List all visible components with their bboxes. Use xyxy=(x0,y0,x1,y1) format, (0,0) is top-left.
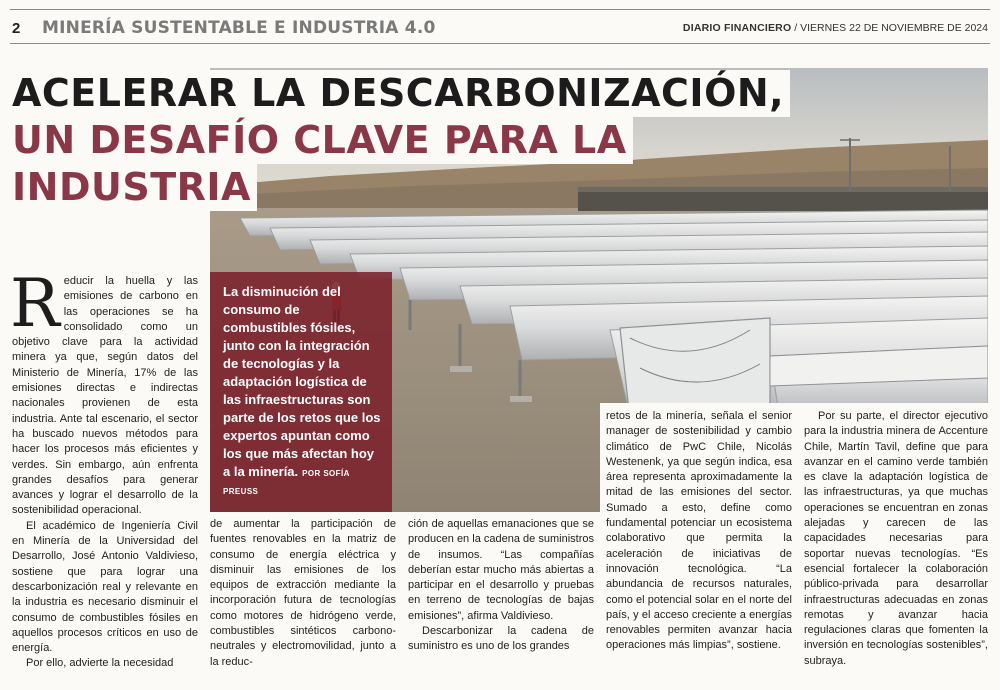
article-column-1 xyxy=(10,265,198,672)
page-number: 2 xyxy=(12,20,21,37)
header-bottom-rule xyxy=(10,43,990,44)
paragraph: de aumentar la participación de fuentes renovables en la matriz de consumo de energía eléctrica y disminuir las emisiones de los equipos de extracción mediante la incorporación futura de tecnologías como motores de hidrógeno verde, combustibles sintéticos carbono-neutrales y electromovilidad, junto a la reduc- xyxy=(210,518,396,668)
drop-cap: R xyxy=(10,265,60,342)
section-title: MINERÍA SUSTENTABLE E INDUSTRIA 4.0 xyxy=(42,18,436,38)
publication-date: / VIERNES 22 DE NOVIEMBRE DE 2024 xyxy=(794,22,988,34)
headline xyxy=(12,70,790,211)
author-byline: POR SOFÍA PREUSS xyxy=(223,469,350,496)
article-column-3 xyxy=(408,517,594,655)
paragraph: educir la huella y las emisiones de carbono en las operaciones se ha consolidado como un objetivo clave para la actividad minera ya que, según datos del Ministerio de Minería, 17% de las emisiones directas e indirectas nacionales provienen de esta industria. Ante tal escenario, el sector ha buscado nuevos métodos para hacer los procesos más eficientes y verdes. Sin embargo, aún enfrenta grandes desafíos para generar avances y lograr el desarrollo de la sostenibilidad operacional. xyxy=(12,275,198,517)
paragraph: ción de aquellas emanaciones que se producen en la cadena de suministros de insumos. “Las compañías deberían estar mucho más abiertas a participar en el desarrollo y pruebas en terreno de tecnologías de bajas emisiones”, afirma Valdivieso. xyxy=(408,518,594,622)
paragraph: retos de la minería, señala el senior manager de sostenibilidad y cambio climático de PwC Chile, Nicolás Westenenk, ya que según indica, esa área representa aproximadamente la mitad de las emisiones del sector. Sumado a esto, define como fundamental potenciar un ecosistema colaborativo que permita la aceleración de iniciativas de innovación tecnológica. “La abundancia de recursos naturales, como el potencial solar en el norte del país, y el acceso creciente a energías renovables permiten avanzar hacia operaciones más limpias”, sostiene. xyxy=(606,410,792,652)
paragraph: El académico de Ingeniería Civil en Minería de la Universidad del Desarrollo, José Antonio Valdivieso, sostiene que para lograr una descarbonización real y relevante en la industria es necesario disminuir el consumo de combustibles fósiles en aquellos procesos críticos en uso de energía. xyxy=(12,519,198,655)
header-top-rule xyxy=(10,9,990,10)
paragraph: Descarbonizar la cadena de suministro es uno de los grandes xyxy=(408,625,594,653)
article-column-2 xyxy=(210,517,396,670)
pull-quote-text: La disminución del consumo de combustibles fósiles, junto con la integración de tecnologías y la adaptación logística de las infraestructuras son parte de los retos que los expertos apuntan como los que más afectan hoy a la minería. xyxy=(223,284,381,479)
article-column-5 xyxy=(804,409,988,669)
pull-quote xyxy=(210,272,392,512)
publication-name: DIARIO FINANCIERO xyxy=(682,22,792,34)
publication-info xyxy=(683,22,988,34)
page-header xyxy=(0,0,1000,44)
headline-line-3: INDUSTRIA xyxy=(12,164,257,211)
paragraph: Por ello, advierte la necesidad xyxy=(26,657,174,670)
article-column-4 xyxy=(606,409,792,654)
headline-line-2: UN DESAFÍO CLAVE PARA LA xyxy=(12,117,633,164)
paragraph: Por su parte, el director ejecutivo para la industria minera de Accenture Chile, Martín Tavil, define que para avanzar en el camino verde también es clave la adaptación logística de las infraestructuras, ya que muchas operaciones se encuentran en zonas alejadas y carecen de las capacidades necesarias para soportar nuevas tecnologías. “Es esencial fortalecer la colaboración público-privada para desarrollar infraestructuras adecuadas en zonas remotas y avanzar hacia regulaciones claras que fomenten la inversión en tecnologías sostenibles”, subraya. xyxy=(804,410,988,667)
headline-line-1: ACELERAR LA DESCARBONIZACIÓN, xyxy=(12,70,790,117)
